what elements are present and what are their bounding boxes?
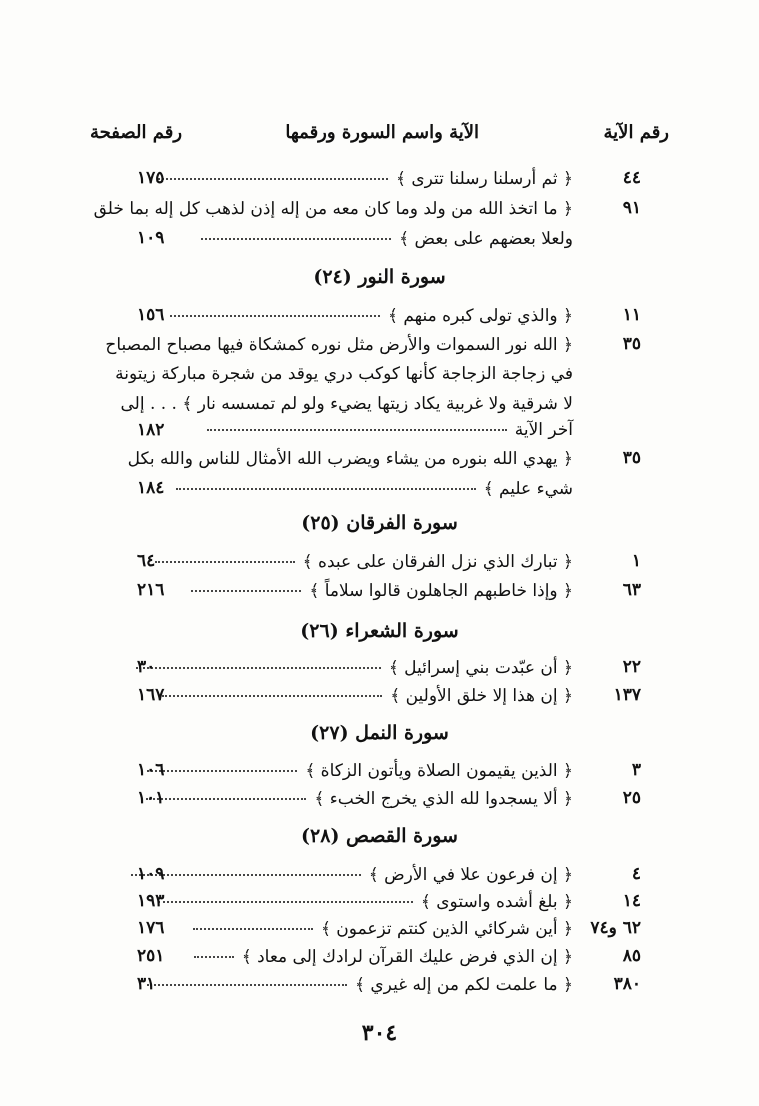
ayah-text: ﴿ أين شركائي الذين كنتم تزعمون ﴾ xyxy=(173,918,573,939)
page-ref: ٦٤ xyxy=(137,551,156,571)
page-ref: ١٥٦ xyxy=(137,305,165,325)
ayah-text: ﴿ ثم أرسلنا رسلنا تترى ﴾ xyxy=(173,168,573,189)
ayah-number: ٣٥ xyxy=(622,448,641,468)
page-ref: ١٨٢ xyxy=(137,420,165,440)
ayah-text-continuation: في زجاجة الزجاجة كأنها كوكب دري يوقد من شجرة مباركة زيتونة xyxy=(115,364,573,384)
ayah-number: ٣٥ xyxy=(622,334,641,354)
surah-title: سورة النمل (٢٧) xyxy=(310,722,449,744)
ayah-text-continuation: لا شرقية ولا غربية يكاد زيتها يضيء ولو لم تمسسه نار ﴾ . . . إلى xyxy=(120,394,573,414)
page-ref: ١٨٤ xyxy=(137,478,165,498)
page-number: ٣٠٤ xyxy=(361,1020,398,1046)
page-ref: ١٩٣ xyxy=(137,891,165,911)
page-ref: ١٧٦ xyxy=(137,918,165,938)
ayah-number: ٢٢ xyxy=(622,657,641,677)
ayah-text: ﴿ يهدي الله بنوره من يشاء ويضرب الله الأمثال للناس والله بكل xyxy=(127,449,573,469)
page-number-header: رقم الصفحة xyxy=(90,122,183,143)
ayah-number: ٤ xyxy=(631,864,641,884)
ayah-number: ١٤ xyxy=(622,891,641,911)
ayah-number: ٣ xyxy=(631,760,641,780)
page-ref: ١٠٩ xyxy=(137,228,165,248)
surah-title: سورة النور (٢٤) xyxy=(313,266,446,288)
ayah-text: ﴿ إن هذا إلا خلق الأولين ﴾ xyxy=(173,685,573,706)
ayah-number: ٢٥ xyxy=(622,788,641,808)
page-ref: ١٠١ xyxy=(137,788,165,808)
page-ref: ١٠٩ xyxy=(137,864,165,884)
ayah-text: ﴿ ألا يسجدوا لله الذي يخرج الخبء ﴾ xyxy=(173,788,573,809)
ayah-text: ﴿ الذين يقيمون الصلاة ويأتون الزكاة ﴾ xyxy=(173,760,573,781)
ayah-text: ﴿ الله نور السموات والأرض مثل نوره كمشكاة فيها مصباح المصباح xyxy=(105,335,573,355)
ayah-text: ﴿ ما اتخذ الله من ولد وما كان معه من إله إذن لذهب كل إله بما خلق xyxy=(93,199,573,219)
ayah-text: ﴿ إن الذي فرض عليك القرآن لرادك إلى معاد ﴾ xyxy=(173,946,573,967)
ayah-text: ﴿ بلغ أشده واستوى ﴾ xyxy=(173,891,573,912)
ayah-text: ﴿ والذي تولى كبره منهم ﴾ xyxy=(173,305,573,326)
ayah-text-continuation: آخر الآية xyxy=(173,420,573,440)
ayah-text-continuation: شيء عليم ﴾ xyxy=(173,478,573,499)
page-ref: ٢٥١ xyxy=(137,946,165,966)
ayah-number: ٣٨٠ xyxy=(613,974,641,994)
ayah-text: ﴿ ما علمت لكم من إله غيري ﴾ xyxy=(173,974,573,995)
page-ref: ٢١٦ xyxy=(137,580,165,600)
ayah-and-surah-header: الآية واسم السورة ورقمها xyxy=(285,122,479,143)
ayah-number: ٦٢ و٧٤ xyxy=(590,918,641,938)
page-ref: ١٧٥ xyxy=(137,168,165,188)
ayah-text: ﴿ وإذا خاطبهم الجاهلون قالوا سلاماً ﴾ xyxy=(173,580,573,601)
ayah-number: ٨٥ xyxy=(622,946,641,966)
ayah-number-header: رقم الآية xyxy=(603,122,669,143)
column-headers xyxy=(90,122,669,152)
ayah-number: ٤٤ xyxy=(622,168,641,188)
ayah-number: ٦٣ xyxy=(622,580,641,600)
surah-title: سورة القصص (٢٨) xyxy=(301,825,458,847)
ayah-text: ﴿ تبارك الذي نزل الفرقان على عبده ﴾ xyxy=(173,551,573,572)
ayah-number: ١ xyxy=(631,551,641,571)
page-ref: ١٠٦ xyxy=(137,760,165,780)
page-ref: ٣٠ xyxy=(137,657,156,677)
ayah-number: ٩١ xyxy=(622,198,641,218)
page-ref: ٣١ xyxy=(137,974,156,994)
ayah-number: ١١ xyxy=(622,305,641,325)
surah-title: سورة الشعراء (٢٦) xyxy=(300,620,459,642)
surah-title: سورة الفرقان (٢٥) xyxy=(301,512,458,534)
ayah-text: ﴿ إن فرعون علا في الأرض ﴾ xyxy=(173,864,573,885)
page-ref: ١٦٧ xyxy=(137,685,165,705)
ayah-text: ﴿ أن عبّدت بني إسرائيل ﴾ xyxy=(173,657,573,678)
ayah-text-continuation: ولعلا بعضهم على بعض ﴾ xyxy=(173,228,573,249)
ayah-number: ١٣٧ xyxy=(613,685,641,705)
